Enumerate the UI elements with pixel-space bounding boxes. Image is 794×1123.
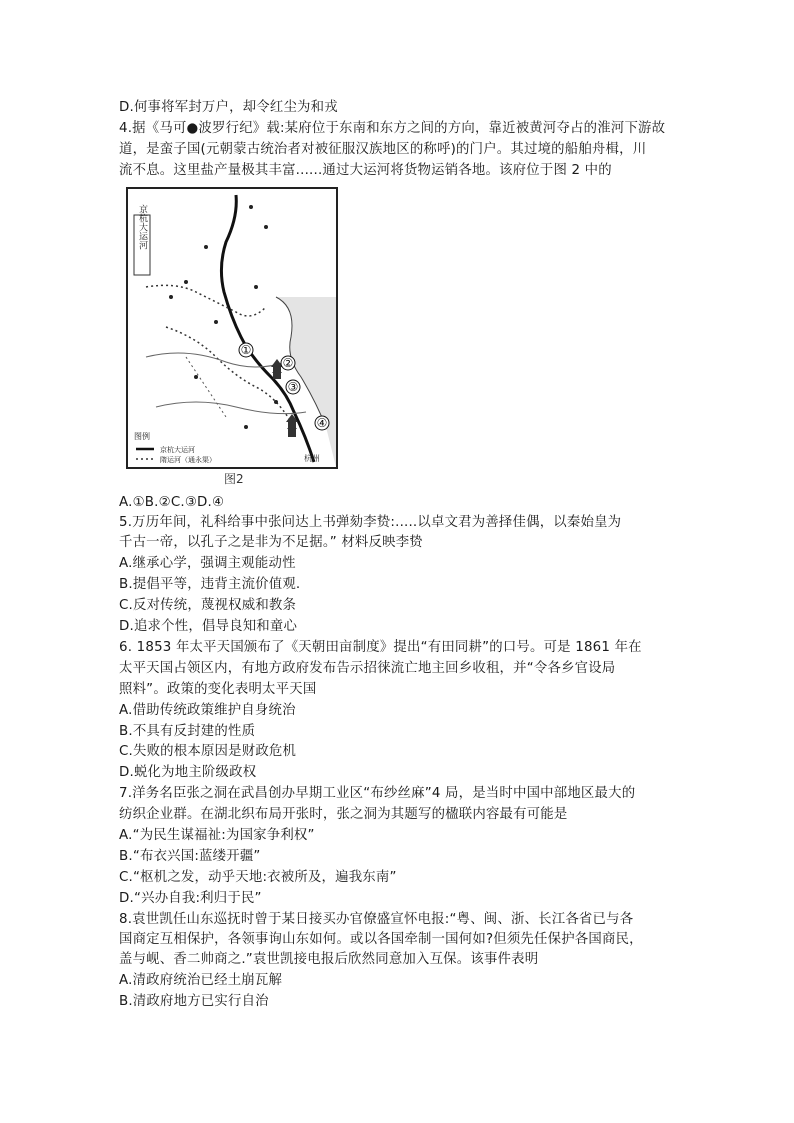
option-line: B.清政府地方已实行自治 <box>119 994 269 1009</box>
options-line: A.①B.②C.③D.④ <box>119 495 225 510</box>
figure-caption: 图2 <box>224 472 244 486</box>
question-line: 流不息。这里盐产量极其丰富......通过大运河将货物运销各地。该府位于图 2 中的 <box>119 163 612 178</box>
city-label: 杭州 <box>304 454 320 463</box>
question-line: 6. 1853 年太平天国颁布了《天朝田亩制度》提出“有田同耕”的口号。可是 1861 年在 <box>119 640 642 655</box>
legend-item: 京杭大运河 <box>160 446 195 454</box>
option-line: C.失败的根本原因是财政危机 <box>119 744 297 759</box>
canal-map <box>126 187 338 469</box>
legend-title: 图例 <box>134 432 150 441</box>
question-line: 8.袁世凯任山东巡抚时曾于某日接买办官僚盛宣怀电报:“粤、闽、浙、长江各省已与各 <box>119 912 634 927</box>
legend-item: 隋运河（通永渠） <box>160 456 216 464</box>
question-line: 7.洋务名臣张之洞在武昌创办早期工业区“布纱丝麻”4 局，是当时中国中部地区最大的 <box>119 786 636 801</box>
marker-2: ② <box>282 356 294 370</box>
question-line: 国商定互相保护，各领事询山东如何。或以各国牵制一国何如?但须先任保护各国商民， <box>119 932 643 947</box>
map-figure <box>126 187 338 469</box>
option-line: D.“兴办自我:利归于民” <box>119 891 262 906</box>
option-line: B.“布衣兴国:蓝缕开疆” <box>119 849 261 864</box>
question-line: 道，是蛮子国(元朝蒙古统治者对被征服汉族地区的称呼)的门户。其过境的船舶舟楫，川 <box>119 142 647 157</box>
option-line: C.反对传统，蔑视权威和教条 <box>119 598 297 613</box>
question-line: 5.万历年间，礼科给事中张问达上书弹劾李贽:.....以卓文君为善择佳偶，以秦始皇为 <box>119 515 622 530</box>
map-vertical-title: 京杭大运河 <box>137 204 147 250</box>
option-line: D.蜕化为地主阶级政权 <box>119 765 257 780</box>
marker-4: ④ <box>316 416 328 430</box>
marker-3: ③ <box>287 380 299 394</box>
option-line: D.追求个性，倡导良知和童心 <box>119 619 298 634</box>
option-line: A.借助传统政策维护自身统治 <box>119 703 296 718</box>
question-line: 千古一帝，以孔子之是非为不足据。” 材料反映李贽 <box>119 535 423 550</box>
question-line: 4.据《马可●波罗行纪》载:某府位于东南和东方之间的方向，靠近被黄河夺占的淮河下游故 <box>119 121 666 136</box>
option-line: A.“为民生谋福祉:为国家争利权” <box>119 828 315 843</box>
question-line: 照料”。政策的变化表明太平天国 <box>119 682 317 697</box>
option-line: B.不具有反封建的性质 <box>119 724 256 739</box>
option-line: B.提倡平等，违背主流价值观. <box>119 577 301 592</box>
option-line: A.清政府统治已经土崩瓦解 <box>119 973 283 988</box>
marker-1: ① <box>240 343 252 357</box>
question-line: 纺织企业群。在湖北织布局开张时，张之洞为其题写的楹联内容最有可能是 <box>119 807 568 822</box>
question-line: 太平天国占领区内，有地方政府发布告示招徕流亡地主回乡收租，并“令各乡官设局 <box>119 661 616 676</box>
option-line: C.“枢机之发，动乎天地:衣被所及，遍我东南” <box>119 870 397 885</box>
option-line: D.何事将军封万户，却令红尘为和戎 <box>119 100 338 115</box>
question-line: 盖与岘、香二帅商之.”袁世凯接电报后欣然同意加入互保。该事件表明 <box>119 952 539 967</box>
option-line: A.继承心学，强调主观能动性 <box>119 556 296 571</box>
